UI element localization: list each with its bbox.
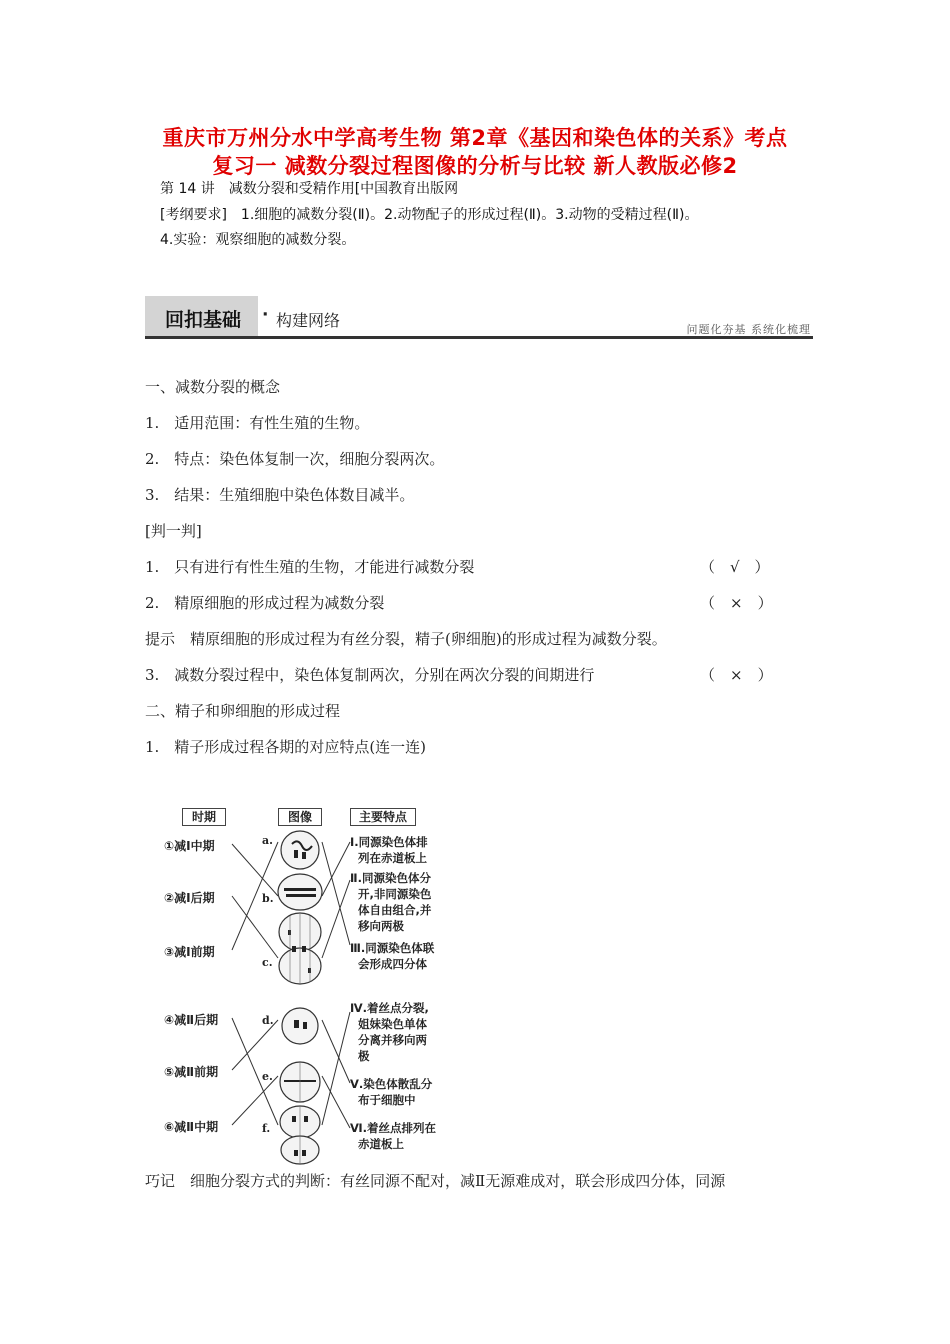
header-image: 图像 [278, 808, 322, 826]
feature-I [350, 834, 428, 866]
header-features: 主要特点 [350, 808, 416, 826]
banner-main-label: 回扣基础 [165, 309, 242, 331]
section1-item2: 2. 特点：染色体复制一次，细胞分裂两次。 [145, 450, 445, 468]
cell-a [281, 831, 319, 869]
section1-item3: 3. 结果：生殖细胞中染色体数目减半。 [145, 486, 415, 504]
section2-item1: 1. 精子形成过程各期的对应特点(连一连) [145, 738, 427, 756]
feature-IV-line1: Ⅳ.着丝点分裂, [350, 1001, 429, 1015]
feature-VI-line2: 赤道板上 [358, 1137, 404, 1151]
image-label-b: b. [262, 892, 274, 905]
mnemonic-text: 巧记 细胞分裂方式的判断：有丝同源不配对，减Ⅱ无源难成对，联会形成四分体，同源 [145, 1172, 726, 1190]
feature-V-line2: 布于细胞中 [358, 1093, 416, 1107]
lecture-title: 第 14 讲 减数分裂和受精作用[中国教育出版网 [160, 181, 459, 197]
judge3-answer: （ × ） [700, 666, 773, 684]
feature-III-line2: 会形成四分体 [358, 957, 427, 971]
feature-III [350, 940, 434, 972]
period-5: ⑤减Ⅱ前期 [164, 1065, 219, 1079]
banner-rule [145, 336, 813, 339]
image-label-e: e. [262, 1070, 273, 1083]
period-2: ②减Ⅰ后期 [164, 891, 215, 905]
feature-IV [350, 1000, 429, 1064]
feature-II [350, 870, 431, 934]
header-period: 时期 [182, 808, 226, 826]
period-3: ③减Ⅰ前期 [164, 945, 215, 959]
period-4: ④减Ⅱ后期 [164, 1013, 219, 1027]
banner-section-label: 构建网络 [276, 311, 341, 330]
judge2-answer: （ × ） [700, 594, 773, 612]
requirements-line1: [考纲要求] 1.细胞的减数分裂(Ⅱ)。2.动物配子的形成过程(Ⅱ)。3.动物的受精过程(Ⅱ)。 [160, 207, 699, 223]
feature-II-line1: Ⅱ.同源染色体分 [350, 871, 431, 885]
section1-item1: 1. 适用范围：有性生殖的生物。 [145, 414, 370, 432]
feature-III-line1: Ⅲ.同源染色体联 [350, 941, 435, 955]
image-label-a: a. [262, 834, 273, 847]
banner-dot: · [262, 305, 269, 325]
banner-right-caption: 问题化夯基 系统化梳理 [686, 323, 811, 336]
feature-I-line2: 列在赤道板上 [358, 851, 427, 865]
doc-title-line1: 重庆市万州分水中学高考生物 第2章《基因和染色体的关系》考点 [162, 126, 788, 150]
judge-heading: [判一判] [145, 522, 202, 540]
section2-heading: 二、精子和卵细胞的形成过程 [145, 702, 341, 720]
period-1: ①减Ⅰ中期 [164, 839, 215, 853]
judge3-text: 3. 减数分裂过程中，染色体复制两次，分别在两次分裂的间期进行 [145, 666, 595, 684]
feature-II-line3: 体自由组合,并 [358, 903, 432, 917]
feature-I-line1: Ⅰ.同源染色体排 [350, 835, 428, 849]
section1-heading: 一、减数分裂的概念 [145, 378, 281, 396]
feature-IV-line3: 分离并移向两 [358, 1033, 427, 1047]
image-label-c: c. [262, 956, 273, 969]
judge1-answer: （ √ ） [700, 558, 770, 576]
judge1-text: 1. 只有进行有性生殖的生物，才能进行减数分裂 [145, 558, 475, 576]
feature-II-line4: 移向两极 [358, 919, 404, 933]
feature-VI-line1: Ⅵ.着丝点排列在 [350, 1121, 437, 1135]
requirements-line2: 4.实验：观察细胞的减数分裂。 [160, 232, 356, 248]
feature-IV-line4: 极 [358, 1049, 370, 1063]
cell-b [278, 874, 322, 910]
period-6: ⑥减Ⅱ中期 [164, 1120, 219, 1134]
section-banner [145, 296, 813, 340]
feature-V-line1: Ⅴ.染色体散乱分 [350, 1077, 433, 1091]
hint-text: 提示 精原细胞的形成过程为有丝分裂，精子(卵细胞)的形成过程为减数分裂。 [145, 630, 667, 648]
meiosis-matching-figure [160, 800, 442, 1165]
image-label-f: f. [262, 1122, 271, 1135]
feature-VI [350, 1120, 436, 1152]
doc-title-line2: 复习一 减数分裂过程图像的分析与比较 新人教版必修2 [212, 154, 738, 178]
cell-d [282, 1008, 318, 1044]
feature-V [350, 1076, 432, 1108]
feature-IV-line2: 姐妹染色单体 [358, 1017, 427, 1031]
image-label-d: d. [262, 1014, 274, 1027]
feature-II-line2: 开,非同源染色 [358, 887, 432, 901]
judge2-text: 2. 精原细胞的形成过程为减数分裂 [145, 594, 385, 612]
